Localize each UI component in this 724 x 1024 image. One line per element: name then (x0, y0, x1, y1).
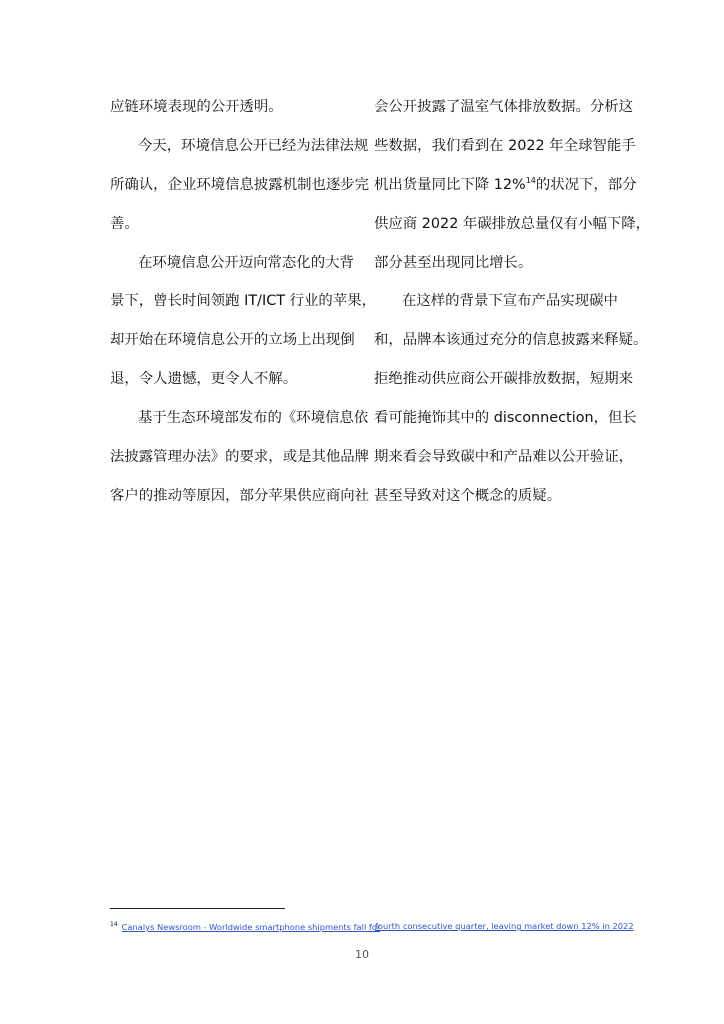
body-line: 些数据，我们看到在 2022 年全球智能手 (374, 137, 636, 154)
text-segment: 机出货量同比下降 12% (374, 176, 526, 193)
body-line: 和，品牌本该通过充分的信息披露来释疑。 (374, 332, 648, 349)
footnote-link[interactable]: Canalys Newsroom - Worldwide smartphone shipments fall for (121, 921, 381, 932)
body-line: 应链环境表现的公开透明。 (110, 99, 283, 115)
footnote-number: 14 (110, 921, 118, 928)
body-line: 期来看会导致碳中和产品难以公开验证， (374, 449, 634, 466)
footnote-divider (110, 908, 285, 909)
body-line: 会公开披露了温室气体排放数据。分析这 (374, 99, 634, 115)
body-line: 供应商 2022 年碳排放总量仅有小幅下降， (374, 215, 651, 232)
body-line: 甚至导致对这个概念的质疑。 (374, 487, 562, 504)
footnote-continuation (375, 921, 634, 931)
footnote-link[interactable]: fourth consecutive quarter, leaving market down 12% in 2022 (375, 921, 634, 931)
body-line-with-footnote-ref (374, 168, 637, 207)
body-line: 善。 (110, 215, 139, 232)
footnote-reference[interactable]: 14 (525, 175, 536, 185)
body-line: 所确认，企业环境信息披露机制也逐步完 (110, 176, 370, 193)
body-line: 退，令人遗憾，更令人不解。 (110, 371, 298, 388)
body-line: 客户的推动等原因，部分苹果供应商向社 (110, 487, 370, 504)
footnote (110, 921, 381, 932)
body-line: 看可能掩饰其中的 disconnection，但长 (374, 410, 637, 427)
body-line: 法披露管理办法》的要求，或是其他品牌 (110, 449, 370, 466)
body-line: 在这样的背景下宣布产品实现碳中 (402, 293, 618, 310)
page-number: 10 (355, 948, 369, 961)
body-line: 基于生态环境部发布的《环境信息依 (138, 410, 369, 427)
left-column (110, 90, 376, 518)
body-line: 今天，环境信息公开已经为法律法规 (138, 137, 369, 154)
text-segment: 的状况下，部分 (535, 176, 637, 193)
body-line: 景下，曾长时间领跑 IT/ICT 行业的苹果， (110, 293, 376, 310)
right-column (374, 90, 651, 518)
body-line: 却开始在环境信息公开的立场上出现倒 (110, 332, 355, 349)
body-line: 拒绝推动供应商公开碳排放数据，短期来 (374, 371, 634, 388)
body-line: 在环境信息公开迈向常态化的大背 (138, 254, 354, 271)
body-line: 部分甚至出现同比增长。 (374, 254, 533, 271)
